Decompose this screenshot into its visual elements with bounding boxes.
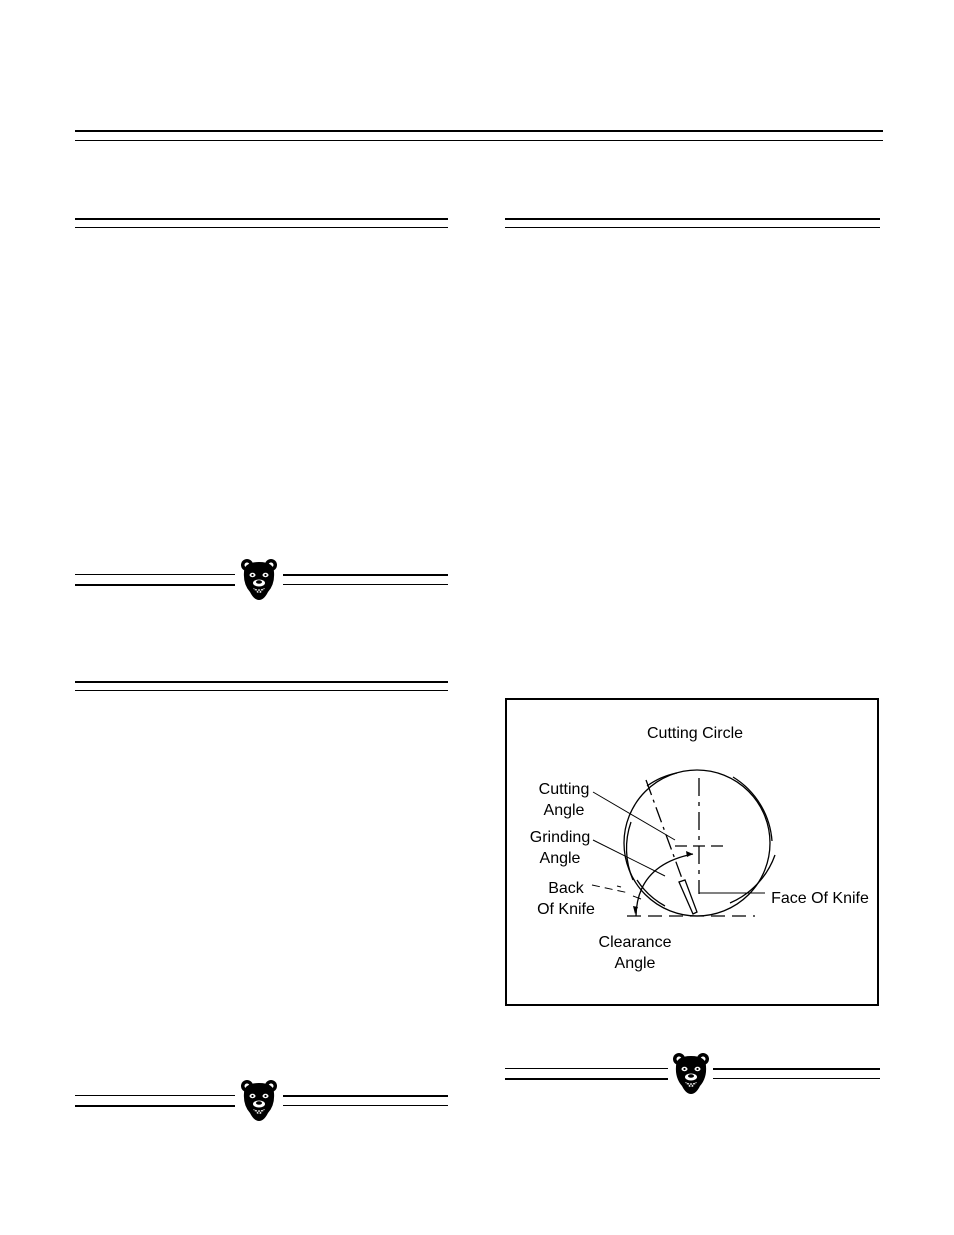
left-divider-2-rule-left-bottom [75, 1105, 235, 1107]
left-divider-2-rule-left-top [75, 1095, 235, 1096]
left-divider-2-rule-right-bottom [283, 1105, 448, 1106]
back-of-knife-label-line2: Of Knife [537, 901, 595, 918]
left-section-rule-1-bottom [75, 227, 448, 228]
header-rule-bottom [75, 140, 883, 141]
left-divider-1-rule-right-top [283, 574, 448, 576]
cutting-angle-leader [593, 792, 675, 840]
cutting-circle-shape [624, 770, 770, 916]
face-of-knife-label: Face Of Knife [771, 890, 869, 907]
right-divider-rule-right-top [713, 1068, 880, 1070]
left-section-rule-2-top [75, 681, 448, 683]
outer-arc-left [627, 822, 633, 880]
knife-shape [679, 880, 697, 914]
bear-head-icon [240, 1079, 278, 1123]
left-divider-1-rule-left-top [75, 574, 235, 575]
bear-head-icon [672, 1052, 710, 1096]
cutting-angle-label-line1: Cutting [538, 781, 590, 798]
cutting-angle-label-line2: Angle [543, 802, 585, 819]
clearance-angle-label-line2: Angle [614, 955, 656, 972]
back-of-knife-dash [617, 886, 621, 887]
grinding-angle-arrowhead [686, 851, 693, 857]
clearance-angle-label-line1: Clearance [598, 934, 672, 951]
back-of-knife-label-line1: Back [548, 880, 584, 897]
left-section-rule-2-bottom [75, 690, 448, 691]
clearance-angle-arrowhead [633, 906, 638, 914]
cutting-circle-label: Cutting Circle [646, 725, 744, 742]
right-divider-rule-right-bottom [713, 1078, 880, 1079]
back-of-knife-dash-2 [633, 896, 641, 899]
right-divider-rule-left-bottom [505, 1078, 668, 1080]
outer-arc-right [733, 777, 772, 841]
header-rule-top [75, 130, 883, 132]
right-section-rule-1-bottom [505, 227, 880, 228]
grinding-angle-label-line2: Angle [539, 850, 581, 867]
right-section-rule-1-top [505, 218, 880, 220]
bear-head-icon [240, 558, 278, 602]
left-section-rule-1-top [75, 218, 448, 220]
left-divider-1-rule-right-bottom [283, 584, 448, 585]
right-divider-rule-left-top [505, 1068, 668, 1069]
knife-angle-diagram [505, 698, 879, 1006]
outer-arc-bottom-left [637, 880, 665, 906]
grinding-angle-label-line1: Grinding [529, 829, 591, 846]
left-divider-2-rule-right-top [283, 1095, 448, 1097]
left-divider-1-rule-left-bottom [75, 584, 235, 586]
